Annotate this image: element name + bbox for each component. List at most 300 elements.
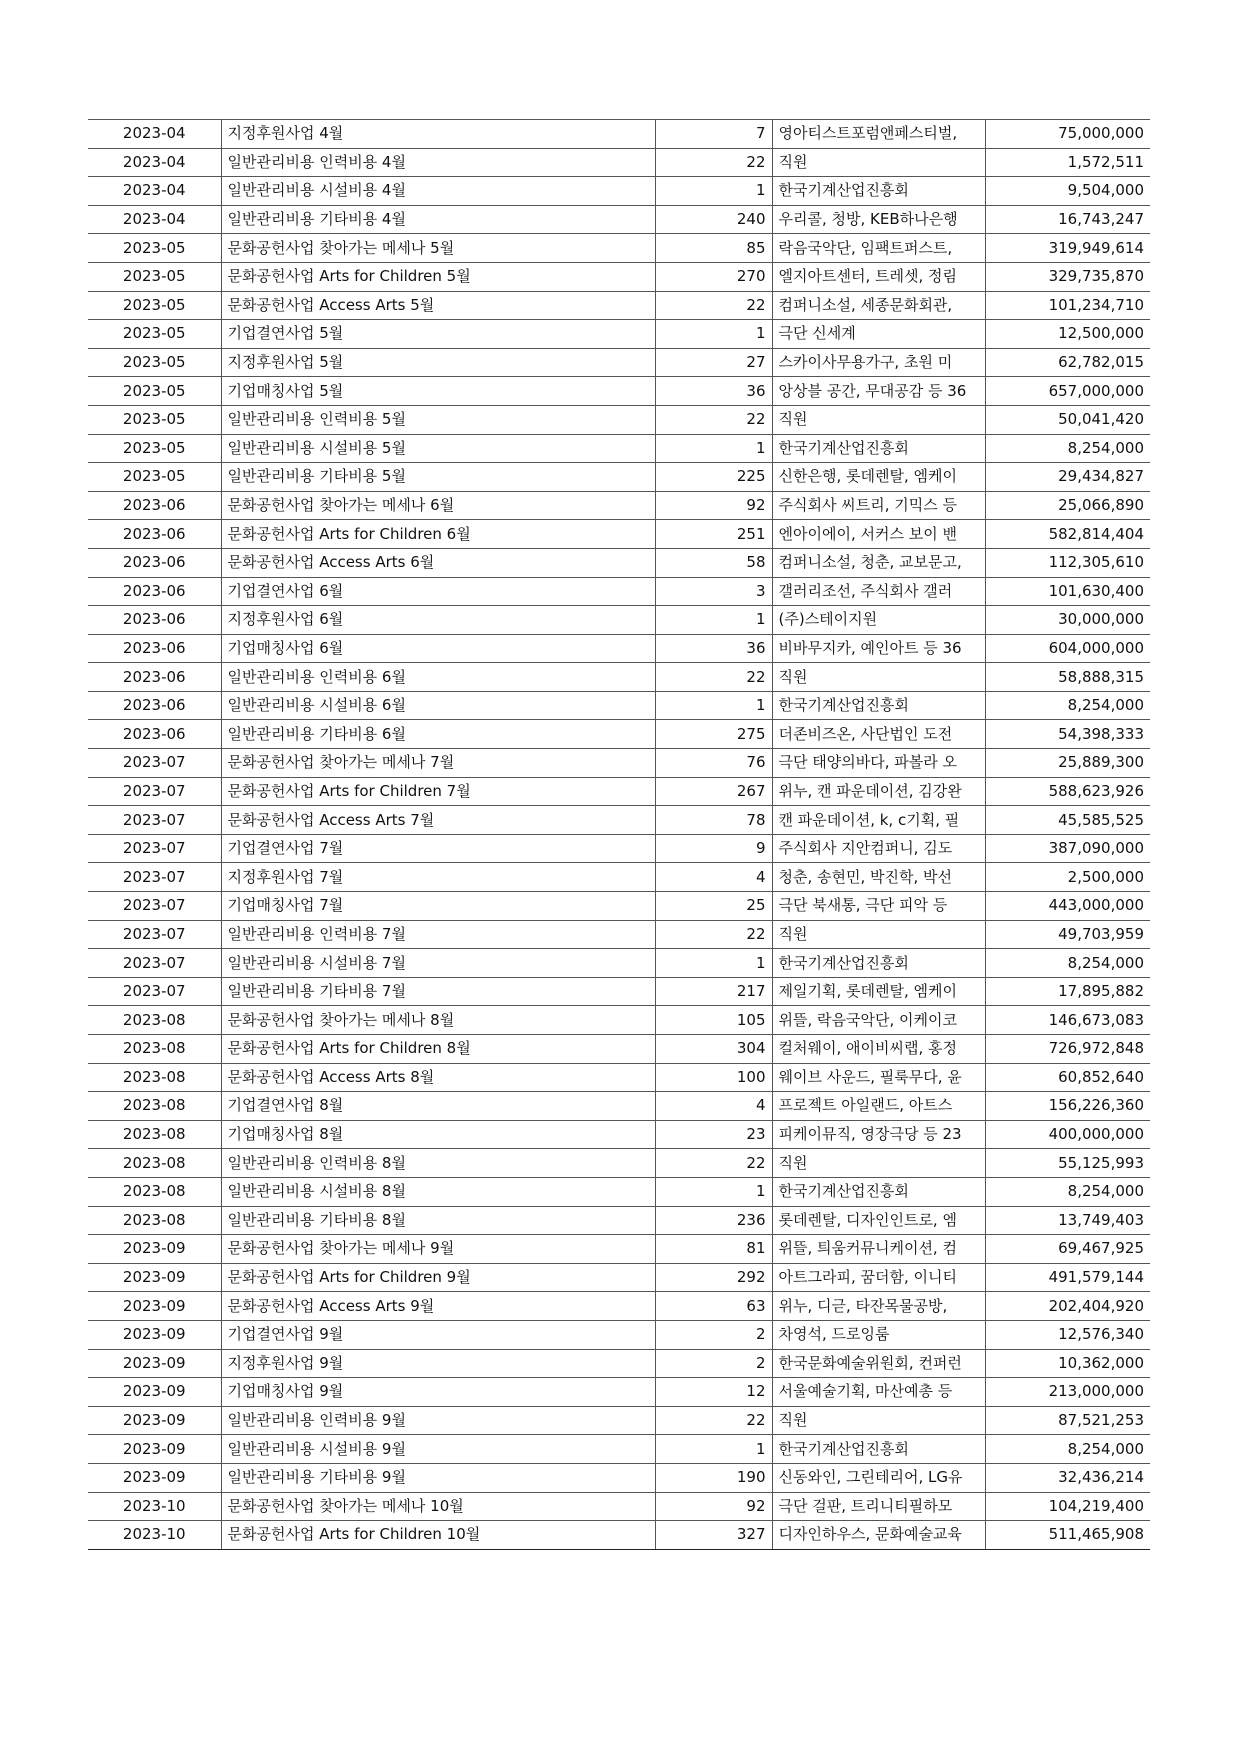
month-cell: 2023-08: [88, 1120, 221, 1149]
amount-cell: 49,703,959: [985, 920, 1150, 949]
amount-cell: 32,436,214: [985, 1463, 1150, 1492]
item-cell: 문화공헌사업 Access Arts 6월: [221, 548, 655, 577]
payee-cell: 앙상블 공간, 무대공감 등 36: [772, 377, 985, 406]
table-row: [88, 120, 1150, 149]
item-cell: 기업매칭사업 6월: [221, 634, 655, 663]
amount-cell: 55,125,993: [985, 1149, 1150, 1178]
count-cell: 1: [655, 177, 772, 206]
month-cell: 2023-08: [88, 1206, 221, 1235]
payee-cell: 차영석, 드로잉룸: [772, 1320, 985, 1349]
item-cell: 기업결연사업 9월: [221, 1320, 655, 1349]
table-row: [88, 434, 1150, 463]
table-row: [88, 977, 1150, 1006]
count-cell: 1: [655, 606, 772, 635]
amount-cell: 8,254,000: [985, 949, 1150, 978]
count-cell: 22: [655, 663, 772, 692]
payee-cell: 청춘, 송현민, 박진학, 박선: [772, 863, 985, 892]
payee-cell: 한국기계산업진흥회: [772, 691, 985, 720]
payee-cell: 한국문화예술위원회, 컨퍼런: [772, 1349, 985, 1378]
month-cell: 2023-09: [88, 1435, 221, 1464]
table-row: [88, 177, 1150, 206]
table-row: [88, 1463, 1150, 1492]
amount-cell: 60,852,640: [985, 1063, 1150, 1092]
item-cell: 문화공헌사업 찾아가는 메세나 8월: [221, 1006, 655, 1035]
month-cell: 2023-05: [88, 463, 221, 492]
payee-cell: 한국기계산업진흥회: [772, 1177, 985, 1206]
month-cell: 2023-05: [88, 291, 221, 320]
month-cell: 2023-07: [88, 749, 221, 778]
item-cell: 문화공헌사업 찾아가는 메세나 5월: [221, 234, 655, 263]
payee-cell: 위누, 캔 파운데이션, 김강완: [772, 777, 985, 806]
month-cell: 2023-05: [88, 320, 221, 349]
amount-cell: 443,000,000: [985, 892, 1150, 921]
item-cell: 문화공헌사업 Arts for Children 7월: [221, 777, 655, 806]
amount-cell: 112,305,610: [985, 548, 1150, 577]
table-row: [88, 1406, 1150, 1435]
table-row: [88, 320, 1150, 349]
payee-cell: 위뜰, 락음국악단, 이케이코: [772, 1006, 985, 1035]
table-row: [88, 1092, 1150, 1121]
month-cell: 2023-08: [88, 1149, 221, 1178]
count-cell: 270: [655, 262, 772, 291]
month-cell: 2023-05: [88, 434, 221, 463]
month-cell: 2023-10: [88, 1521, 221, 1550]
item-cell: 문화공헌사업 Arts for Children 5월: [221, 262, 655, 291]
item-cell: 문화공헌사업 찾아가는 메세나 7월: [221, 749, 655, 778]
payee-cell: 한국기계산업진흥회: [772, 434, 985, 463]
payee-cell: 직원: [772, 920, 985, 949]
count-cell: 251: [655, 520, 772, 549]
month-cell: 2023-06: [88, 606, 221, 635]
count-cell: 36: [655, 377, 772, 406]
amount-cell: 8,254,000: [985, 434, 1150, 463]
amount-cell: 319,949,614: [985, 234, 1150, 263]
payee-cell: 극단 걸판, 트리니티필하모: [772, 1492, 985, 1521]
table-row: [88, 663, 1150, 692]
month-cell: 2023-06: [88, 663, 221, 692]
count-cell: 267: [655, 777, 772, 806]
table-row: [88, 1120, 1150, 1149]
amount-cell: 8,254,000: [985, 1177, 1150, 1206]
count-cell: 63: [655, 1292, 772, 1321]
month-cell: 2023-05: [88, 234, 221, 263]
count-cell: 1: [655, 1177, 772, 1206]
count-cell: 92: [655, 1492, 772, 1521]
count-cell: 236: [655, 1206, 772, 1235]
payee-cell: 신동와인, 그린테리어, LG유: [772, 1463, 985, 1492]
item-cell: 일반관리비용 인력비용 7월: [221, 920, 655, 949]
payee-cell: 한국기계산업진흥회: [772, 949, 985, 978]
item-cell: 지정후원사업 7월: [221, 863, 655, 892]
payee-cell: 주식회사 씨트리, 기믹스 등: [772, 491, 985, 520]
month-cell: 2023-06: [88, 577, 221, 606]
amount-cell: 2,500,000: [985, 863, 1150, 892]
amount-cell: 9,504,000: [985, 177, 1150, 206]
table-row: [88, 348, 1150, 377]
count-cell: 1: [655, 949, 772, 978]
count-cell: 2: [655, 1320, 772, 1349]
count-cell: 58: [655, 548, 772, 577]
table-row: [88, 949, 1150, 978]
table-row: [88, 1292, 1150, 1321]
count-cell: 217: [655, 977, 772, 1006]
month-cell: 2023-08: [88, 1063, 221, 1092]
amount-cell: 12,500,000: [985, 320, 1150, 349]
table-row: [88, 1263, 1150, 1292]
item-cell: 기업매칭사업 9월: [221, 1378, 655, 1407]
payee-cell: 엘지아트센터, 트레셋, 정림: [772, 262, 985, 291]
amount-cell: 29,434,827: [985, 463, 1150, 492]
table-row: [88, 606, 1150, 635]
payee-cell: 갤러리조선, 주식회사 갤러: [772, 577, 985, 606]
payee-cell: 프로젝트 아일랜드, 아트스: [772, 1092, 985, 1121]
payee-cell: 주식회사 지안컴퍼니, 김도: [772, 834, 985, 863]
month-cell: 2023-06: [88, 720, 221, 749]
table-row: [88, 1035, 1150, 1064]
amount-cell: 491,579,144: [985, 1263, 1150, 1292]
amount-cell: 8,254,000: [985, 1435, 1150, 1464]
item-cell: 문화공헌사업 Access Arts 7월: [221, 806, 655, 835]
table-row: [88, 405, 1150, 434]
month-cell: 2023-09: [88, 1263, 221, 1292]
item-cell: 일반관리비용 시설비용 7월: [221, 949, 655, 978]
payee-cell: 비바무지카, 예인아트 등 36: [772, 634, 985, 663]
table-row: [88, 491, 1150, 520]
count-cell: 3: [655, 577, 772, 606]
count-cell: 190: [655, 1463, 772, 1492]
count-cell: 22: [655, 405, 772, 434]
amount-cell: 202,404,920: [985, 1292, 1150, 1321]
item-cell: 일반관리비용 시설비용 4월: [221, 177, 655, 206]
table-row: [88, 1177, 1150, 1206]
item-cell: 일반관리비용 시설비용 8월: [221, 1177, 655, 1206]
payee-cell: 락음국악단, 임팩트퍼스트,: [772, 234, 985, 263]
item-cell: 지정후원사업 4월: [221, 120, 655, 149]
item-cell: 일반관리비용 기타비용 7월: [221, 977, 655, 1006]
amount-cell: 30,000,000: [985, 606, 1150, 635]
amount-cell: 87,521,253: [985, 1406, 1150, 1435]
table-row: [88, 1149, 1150, 1178]
payee-cell: 우리콜, 청방, KEB하나은행: [772, 205, 985, 234]
count-cell: 27: [655, 348, 772, 377]
table-row: [88, 1492, 1150, 1521]
item-cell: 일반관리비용 시설비용 9월: [221, 1435, 655, 1464]
table-row: [88, 863, 1150, 892]
count-cell: 4: [655, 863, 772, 892]
payee-cell: (주)스테이지원: [772, 606, 985, 635]
table-row: [88, 720, 1150, 749]
month-cell: 2023-05: [88, 405, 221, 434]
amount-cell: 156,226,360: [985, 1092, 1150, 1121]
month-cell: 2023-06: [88, 520, 221, 549]
payee-cell: 컴퍼니소설, 세종문화회관,: [772, 291, 985, 320]
item-cell: 일반관리비용 인력비용 5월: [221, 405, 655, 434]
payee-cell: 극단 북새통, 극단 피악 등: [772, 892, 985, 921]
month-cell: 2023-05: [88, 348, 221, 377]
amount-cell: 54,398,333: [985, 720, 1150, 749]
amount-cell: 329,735,870: [985, 262, 1150, 291]
amount-cell: 25,889,300: [985, 749, 1150, 778]
count-cell: 7: [655, 120, 772, 149]
table-row: [88, 205, 1150, 234]
month-cell: 2023-04: [88, 148, 221, 177]
month-cell: 2023-08: [88, 1006, 221, 1035]
item-cell: 문화공헌사업 Access Arts 9월: [221, 1292, 655, 1321]
amount-cell: 146,673,083: [985, 1006, 1150, 1035]
month-cell: 2023-09: [88, 1406, 221, 1435]
count-cell: 23: [655, 1120, 772, 1149]
item-cell: 기업매칭사업 8월: [221, 1120, 655, 1149]
amount-cell: 69,467,925: [985, 1235, 1150, 1264]
month-cell: 2023-04: [88, 205, 221, 234]
month-cell: 2023-06: [88, 634, 221, 663]
amount-cell: 17,895,882: [985, 977, 1150, 1006]
amount-cell: 604,000,000: [985, 634, 1150, 663]
count-cell: 92: [655, 491, 772, 520]
amount-cell: 8,254,000: [985, 691, 1150, 720]
payee-cell: 직원: [772, 148, 985, 177]
payee-cell: 한국기계산업진흥회: [772, 177, 985, 206]
count-cell: 327: [655, 1521, 772, 1550]
count-cell: 22: [655, 920, 772, 949]
item-cell: 문화공헌사업 찾아가는 메세나 6월: [221, 491, 655, 520]
amount-cell: 62,782,015: [985, 348, 1150, 377]
table-row: [88, 806, 1150, 835]
table-row: [88, 377, 1150, 406]
item-cell: 지정후원사업 9월: [221, 1349, 655, 1378]
amount-cell: 387,090,000: [985, 834, 1150, 863]
month-cell: 2023-07: [88, 834, 221, 863]
table-row: [88, 691, 1150, 720]
payee-cell: 더존비즈온, 사단법인 도전: [772, 720, 985, 749]
count-cell: 9: [655, 834, 772, 863]
amount-cell: 400,000,000: [985, 1120, 1150, 1149]
month-cell: 2023-08: [88, 1092, 221, 1121]
amount-cell: 58,888,315: [985, 663, 1150, 692]
payee-cell: 극단 태양의바다, 파볼라 오: [772, 749, 985, 778]
count-cell: 85: [655, 234, 772, 263]
month-cell: 2023-07: [88, 977, 221, 1006]
month-cell: 2023-08: [88, 1035, 221, 1064]
item-cell: 문화공헌사업 Arts for Children 6월: [221, 520, 655, 549]
table-row: [88, 1378, 1150, 1407]
table-row: [88, 234, 1150, 263]
payee-cell: 제일기획, 롯데렌탈, 엠케이: [772, 977, 985, 1006]
payee-cell: 컬처웨이, 애이비씨랩, 홍정: [772, 1035, 985, 1064]
count-cell: 22: [655, 148, 772, 177]
amount-cell: 10,362,000: [985, 1349, 1150, 1378]
month-cell: 2023-05: [88, 377, 221, 406]
payee-cell: 직원: [772, 663, 985, 692]
amount-cell: 1,572,511: [985, 148, 1150, 177]
table-row: [88, 1349, 1150, 1378]
count-cell: 12: [655, 1378, 772, 1407]
payee-cell: 컴퍼니소설, 청춘, 교보문고,: [772, 548, 985, 577]
month-cell: 2023-07: [88, 892, 221, 921]
count-cell: 240: [655, 205, 772, 234]
payee-cell: 직원: [772, 1149, 985, 1178]
table-row: [88, 520, 1150, 549]
payee-cell: 극단 신세계: [772, 320, 985, 349]
count-cell: 225: [655, 463, 772, 492]
amount-cell: 657,000,000: [985, 377, 1150, 406]
count-cell: 1: [655, 691, 772, 720]
month-cell: 2023-10: [88, 1492, 221, 1521]
month-cell: 2023-07: [88, 777, 221, 806]
payee-cell: 위뜰, 틔움커뮤니케이션, 컴: [772, 1235, 985, 1264]
item-cell: 지정후원사업 6월: [221, 606, 655, 635]
month-cell: 2023-09: [88, 1320, 221, 1349]
item-cell: 문화공헌사업 Arts for Children 10월: [221, 1521, 655, 1550]
payee-cell: 서울예술기획, 마산예총 등: [772, 1378, 985, 1407]
table-row: [88, 262, 1150, 291]
item-cell: 지정후원사업 5월: [221, 348, 655, 377]
count-cell: 22: [655, 1406, 772, 1435]
month-cell: 2023-09: [88, 1349, 221, 1378]
count-cell: 105: [655, 1006, 772, 1035]
payee-cell: 신한은행, 롯데렌탈, 엠케이: [772, 463, 985, 492]
item-cell: 일반관리비용 기타비용 9월: [221, 1463, 655, 1492]
count-cell: 81: [655, 1235, 772, 1264]
item-cell: 일반관리비용 기타비용 6월: [221, 720, 655, 749]
table-row: [88, 148, 1150, 177]
month-cell: 2023-06: [88, 491, 221, 520]
table-row: [88, 777, 1150, 806]
count-cell: 4: [655, 1092, 772, 1121]
month-cell: 2023-05: [88, 262, 221, 291]
month-cell: 2023-08: [88, 1177, 221, 1206]
item-cell: 기업결연사업 5월: [221, 320, 655, 349]
amount-cell: 101,234,710: [985, 291, 1150, 320]
item-cell: 기업결연사업 7월: [221, 834, 655, 863]
amount-cell: 511,465,908: [985, 1521, 1150, 1550]
month-cell: 2023-09: [88, 1292, 221, 1321]
item-cell: 문화공헌사업 찾아가는 메세나 9월: [221, 1235, 655, 1264]
payee-cell: 한국기계산업진흥회: [772, 1435, 985, 1464]
amount-cell: 75,000,000: [985, 120, 1150, 149]
table-row: [88, 1063, 1150, 1092]
amount-cell: 13,749,403: [985, 1206, 1150, 1235]
table-row: [88, 1521, 1150, 1550]
count-cell: 22: [655, 291, 772, 320]
expenditure-table-body: [88, 120, 1150, 1550]
item-cell: 기업결연사업 6월: [221, 577, 655, 606]
table-row: [88, 1320, 1150, 1349]
payee-cell: 위누, 디귿, 타잔목물공방,: [772, 1292, 985, 1321]
table-row: [88, 1235, 1150, 1264]
count-cell: 78: [655, 806, 772, 835]
table-row: [88, 1206, 1150, 1235]
item-cell: 문화공헌사업 Access Arts 5월: [221, 291, 655, 320]
item-cell: 일반관리비용 기타비용 5월: [221, 463, 655, 492]
amount-cell: 101,630,400: [985, 577, 1150, 606]
item-cell: 일반관리비용 시설비용 6월: [221, 691, 655, 720]
table-row: [88, 834, 1150, 863]
month-cell: 2023-09: [88, 1235, 221, 1264]
table-row: [88, 291, 1150, 320]
item-cell: 일반관리비용 인력비용 8월: [221, 1149, 655, 1178]
payee-cell: 피케이뮤직, 영장극당 등 23: [772, 1120, 985, 1149]
item-cell: 기업매칭사업 7월: [221, 892, 655, 921]
amount-cell: 726,972,848: [985, 1035, 1150, 1064]
count-cell: 304: [655, 1035, 772, 1064]
expenditure-table: [88, 119, 1150, 1550]
payee-cell: 직원: [772, 1406, 985, 1435]
payee-cell: 캔 파운데이션, k, c기획, 필: [772, 806, 985, 835]
item-cell: 일반관리비용 인력비용 6월: [221, 663, 655, 692]
amount-cell: 16,743,247: [985, 205, 1150, 234]
month-cell: 2023-07: [88, 863, 221, 892]
payee-cell: 디자인하우스, 문화예술교육: [772, 1521, 985, 1550]
month-cell: 2023-07: [88, 920, 221, 949]
amount-cell: 50,041,420: [985, 405, 1150, 434]
payee-cell: 롯데렌탈, 디자인인트로, 엠: [772, 1206, 985, 1235]
count-cell: 2: [655, 1349, 772, 1378]
table-row: [88, 1435, 1150, 1464]
month-cell: 2023-06: [88, 548, 221, 577]
amount-cell: 582,814,404: [985, 520, 1150, 549]
payee-cell: 웨이브 사운드, 필룩무다, 윤: [772, 1063, 985, 1092]
payee-cell: 직원: [772, 405, 985, 434]
amount-cell: 25,066,890: [985, 491, 1150, 520]
month-cell: 2023-06: [88, 691, 221, 720]
month-cell: 2023-09: [88, 1378, 221, 1407]
count-cell: 25: [655, 892, 772, 921]
amount-cell: 12,576,340: [985, 1320, 1150, 1349]
amount-cell: 45,585,525: [985, 806, 1150, 835]
table-row: [88, 463, 1150, 492]
month-cell: 2023-04: [88, 120, 221, 149]
table-row: [88, 920, 1150, 949]
month-cell: 2023-07: [88, 806, 221, 835]
item-cell: 일반관리비용 인력비용 9월: [221, 1406, 655, 1435]
amount-cell: 104,219,400: [985, 1492, 1150, 1521]
item-cell: 기업매칭사업 5월: [221, 377, 655, 406]
table-row: [88, 892, 1150, 921]
month-cell: 2023-04: [88, 177, 221, 206]
payee-cell: 아트그라피, 꿈더함, 이니티: [772, 1263, 985, 1292]
table-row: [88, 577, 1150, 606]
item-cell: 문화공헌사업 찾아가는 메세나 10월: [221, 1492, 655, 1521]
count-cell: 100: [655, 1063, 772, 1092]
count-cell: 275: [655, 720, 772, 749]
payee-cell: 영아티스트포럼앤페스티벌,: [772, 120, 985, 149]
item-cell: 일반관리비용 기타비용 4월: [221, 205, 655, 234]
item-cell: 기업결연사업 8월: [221, 1092, 655, 1121]
item-cell: 일반관리비용 기타비용 8월: [221, 1206, 655, 1235]
count-cell: 1: [655, 434, 772, 463]
table-row: [88, 1006, 1150, 1035]
payee-cell: 엔아이에이, 서커스 보이 밴: [772, 520, 985, 549]
count-cell: 76: [655, 749, 772, 778]
amount-cell: 588,623,926: [985, 777, 1150, 806]
count-cell: 1: [655, 1435, 772, 1464]
table-row: [88, 634, 1150, 663]
amount-cell: 213,000,000: [985, 1378, 1150, 1407]
item-cell: 문화공헌사업 Access Arts 8월: [221, 1063, 655, 1092]
count-cell: 1: [655, 320, 772, 349]
item-cell: 일반관리비용 시설비용 5월: [221, 434, 655, 463]
payee-cell: 스카이사무용가구, 초원 미: [772, 348, 985, 377]
table-row: [88, 749, 1150, 778]
item-cell: 일반관리비용 인력비용 4월: [221, 148, 655, 177]
month-cell: 2023-07: [88, 949, 221, 978]
item-cell: 문화공헌사업 Arts for Children 9월: [221, 1263, 655, 1292]
table-row: [88, 548, 1150, 577]
count-cell: 36: [655, 634, 772, 663]
month-cell: 2023-09: [88, 1463, 221, 1492]
count-cell: 22: [655, 1149, 772, 1178]
